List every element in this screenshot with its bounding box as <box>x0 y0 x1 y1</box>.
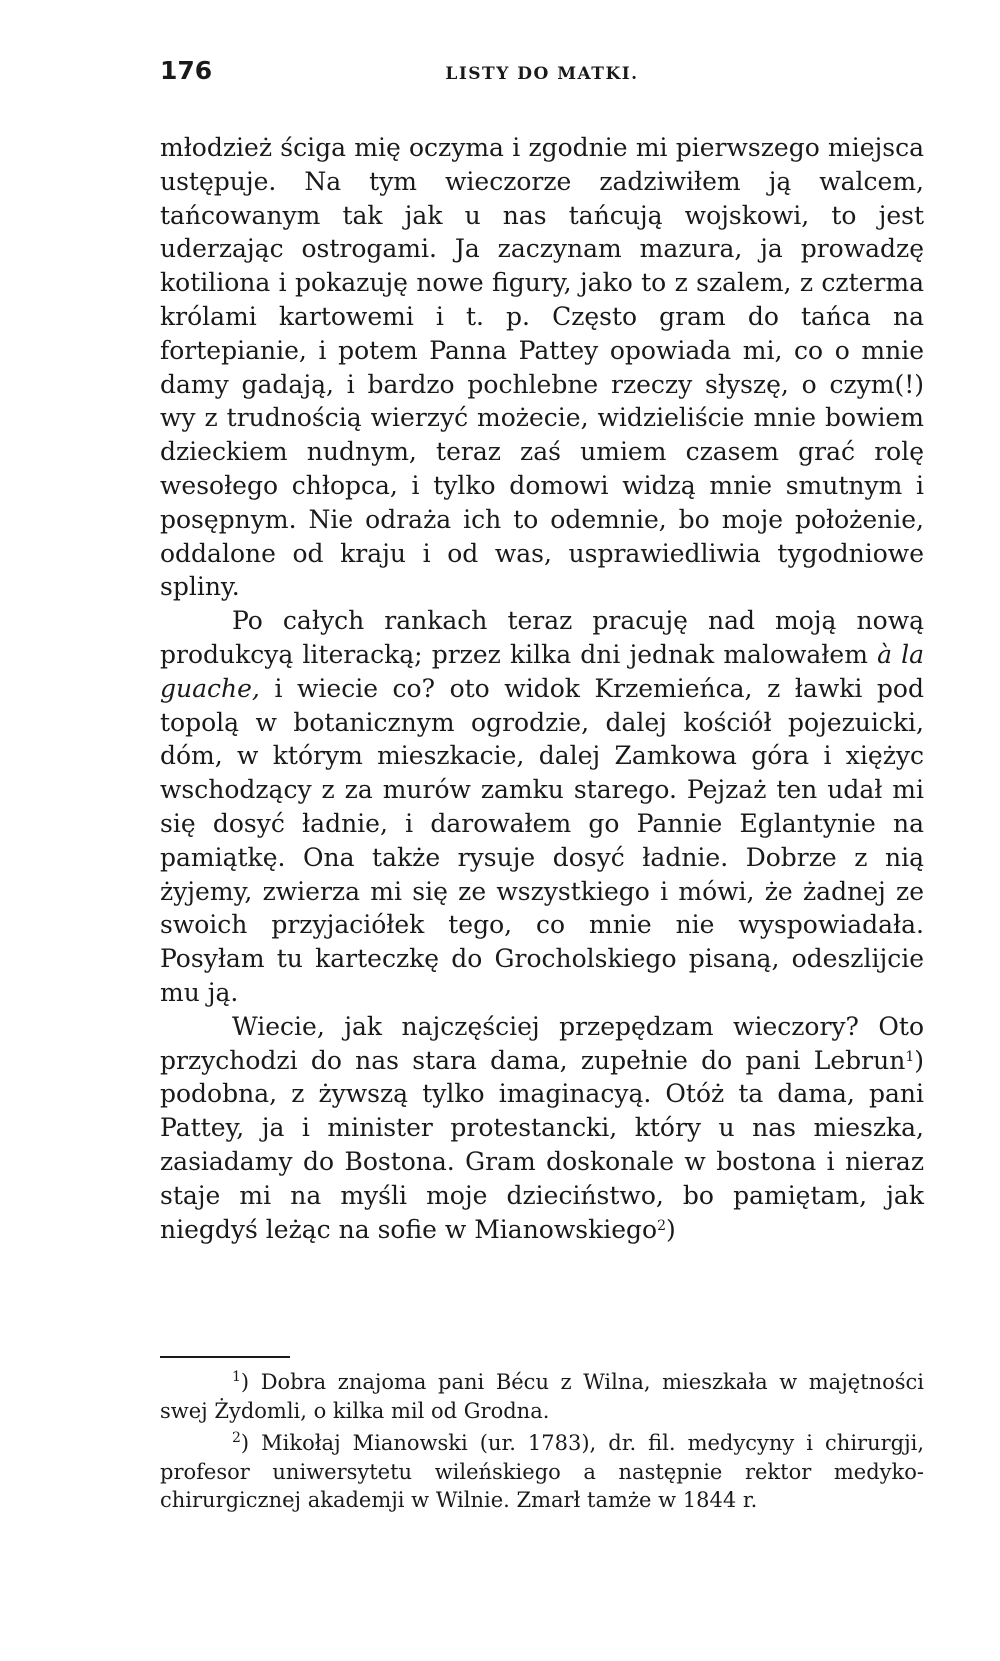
footnote-1 <box>160 1368 924 1425</box>
paragraph-2-italic: à la guache, <box>160 639 924 703</box>
footnote-2 <box>160 1429 924 1515</box>
paragraph-3-mid: ) podobna, z żywszą tylko imaginacyą. Otóż ta dama, pani Pattey, ja i minister protestancki, który u nas mieszka, zasiadamy do Bostona. Gram doskonale w bostona i nieraz staje mi na myśli moje dzieciństwo, bo pamiętam, jak niegdyś leżąc na sofie w Mianowskiego <box>160 1045 924 1244</box>
paragraph-3 <box>160 1010 924 1247</box>
paragraph-2-start: Po całych rankach teraz pracuję nad moją nową produkcyą literacką; przez kilka dni jednak malowałem <box>160 606 924 669</box>
paragraph-1-text: młodzież ściga mię oczyma i zgodnie mi pierwszego miejsca ustępuje. Na tym wieczorze zadziwiłem ją walcem, tańcowanym tak jak u nas tańcują wojskowi, to jest uderzając ostrogami. Ja zaczynam mazura, ja prowadzę kotiliona i pokazuję nowe figury, jako to z szalem, z czterma królami kartowemi i t. p. Często gram do tańca na fortepianie, i potem Panna Pattey opowiada mi, co o mnie damy gadają, i bardzo pochlebne rzeczy słyszę, o czym(!) wy z trudnością wierzyć możecie, widzieliście mnie bowiem dzieckiem nudnym, teraz zaś umiem czasem grać rolę wesołego chłopca, i tylko domowi widzą mnie smutnym i posępnym. Nie odraża ich to odemnie, bo moje położenie, oddalone od kraju i od was, usprawiedliwia tygodniowe spliny. <box>160 133 924 602</box>
footnote-ref-1: 1 <box>905 1048 915 1065</box>
paragraph-3-start: Wiecie, jak najczęściej przepędzam wieczory? Oto przychodzi do nas stara dama, zupełnie do pani Lebrun <box>160 1011 924 1075</box>
footnote-2-text: ) Mikołaj Mianowski (ur. 1783), dr. fil. medycyny i chirurgji, profesor uniwersytetu wileńskiego a następnie rektor medyko-chirurgicznej akademji w Wilnie. Zmarł tamże w 1844 r. <box>160 1431 924 1512</box>
footnotes <box>160 1368 924 1515</box>
paragraph-1 <box>160 131 924 604</box>
footnote-2-marker: 2 <box>232 1430 241 1446</box>
running-title: LISTY DO MATKI. <box>445 64 639 84</box>
footnote-1-text: ) Dobra znajoma pani Bécu z Wilna, mieszkała w majętności swej Żydomli, o kilka mil od Grodna. <box>160 1370 924 1423</box>
footnote-ref-2: 2 <box>657 1217 667 1234</box>
paragraph-2-end: i wiecie co? oto widok Krzemieńca, z ławki pod topolą w botanicznym ogrodzie, dalej kościół pojezuicki, dóm, w którym mieszkacie, dalej Zamkowa góra i xiężyc wschodzący z za murów zamku starego. Pejzaż ten udał mi się dosyć ładnie, i darowałem go Pannie Eglantynie na pamiątkę. Ona także rysuje dosyć ładnie. Dobrze z nią żyjemy, zwierza mi się ze wszystkiego i mówi, że żadnej ze swoich przyjaciółek tego, co mnie nie wyspowiadała. Posyłam tu karteczkę do Grocholskiego pisaną, odeszlijcie mu ją. <box>160 673 924 1007</box>
paragraph-3-end: ) <box>666 1214 676 1244</box>
page-number: 176 <box>160 56 213 85</box>
paragraph-2 <box>160 604 924 1010</box>
footnote-1-marker: 1 <box>232 1369 241 1385</box>
main-text <box>160 131 924 1246</box>
footnote-divider <box>160 1356 290 1358</box>
page-header <box>160 56 924 96</box>
